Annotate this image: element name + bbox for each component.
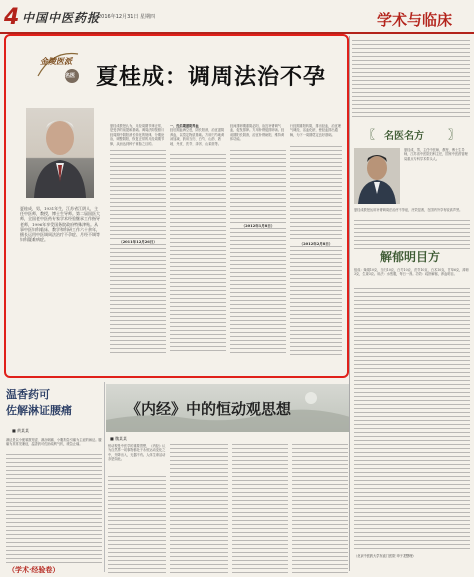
body-text-lines xyxy=(170,444,228,574)
byline: ■ 黄某某 xyxy=(12,428,30,433)
right-text-column xyxy=(352,40,470,120)
recipe-text: 组成：柴胡10克，当归10克，白芍10克，茯苓10克，白术10克，甘草6克，薄荷3克，生姜3克。用法：水煎服，每日一剂。功效：疏肝解郁，养血明目。 xyxy=(354,268,469,277)
subhead: （2012年1月8日） xyxy=(241,224,275,228)
body-text-lines xyxy=(354,220,470,250)
body-text: 行经期重阳转阴，排出经血，治宜理气调经，活血化瘀，使经血排出通畅，为下一周期奠定良好基础。 xyxy=(290,124,341,137)
body-text: 经后期血海空虚，阴长阳消，治宜滋阴养血，以奠定物质基础。方用归芍地黄汤加减，药用当归、白芍、山药、熟地、丹皮、茯苓、泽泻、山茱萸等。 xyxy=(170,128,225,146)
section-title: 学术与临床 xyxy=(377,11,453,29)
body-text-lines xyxy=(6,454,102,564)
subhead: 一、经后期滋阴养血 xyxy=(170,124,199,128)
recipe-title: 解郁明目方 xyxy=(380,250,441,264)
body-text-lines xyxy=(354,288,470,550)
title-line: 佐解淋证腰痛 xyxy=(6,404,72,417)
subhead: （2011年12月26日） xyxy=(119,240,157,244)
lower-center-article xyxy=(106,382,350,577)
body-text-lines xyxy=(232,444,288,574)
masthead xyxy=(0,0,474,34)
sidebar-credit: （北京中医药大学东直门医院 申子龙整理） xyxy=(354,554,416,558)
body-text-lines xyxy=(292,444,348,574)
sidebar-intro: 夏桂成，男，主任中医师，教授，博士生导师，江苏省中医院妇科主任，国家中医药管理局重点专科学术带头人。 xyxy=(404,148,468,161)
series-badge: 金陵医派 xyxy=(40,56,72,66)
body-text: 淋证是以小便频数短涩、淋沥刺痛、小腹拘急引痛为主症的病证。腰痛为其常见兼症，温香药可佐助疏利气机，缓急止痛。 xyxy=(6,438,102,447)
sidebar-body: 夏桂成教授运用补肾调周法治疗不孕症，疗效显著，在国内外享有较高声誉。 xyxy=(354,208,463,212)
ornament-bracket-icon: 〗 xyxy=(448,128,459,141)
title-line: 温香药可 xyxy=(6,388,50,401)
byline: ■ 魏某某 xyxy=(110,436,128,441)
lower-left-article xyxy=(4,382,102,577)
body-text: 经间排卵期重阴必阳，治宜补肾调气血，促发排卵。方用补肾促排卵汤。经前期阳长阴消，治宜补肾助阳，维持黄体功能。 xyxy=(230,124,285,142)
doctor-photo xyxy=(354,148,400,204)
highlight-frame xyxy=(4,34,349,378)
bio-text: 夏桂成，男，1931年生，江苏省江阴人，主任中医师，教授，博士生导师。第二届国医大师，全国老中医药专家学术经验继承工作指导老师，1996年享受国务院政府特殊津贴。从事中医妇科临床、教学和科研工作六十余年，擅长运用中医调周法治疗不孕症、月经不调等妇科疑难病症。 xyxy=(20,206,100,243)
article-title xyxy=(6,386,102,418)
column-rule xyxy=(349,36,350,571)
date-line: 2016年12月31日 星期四 xyxy=(98,14,156,20)
body-text-lines xyxy=(352,40,470,120)
body-text: 夏桂成教授认为，月经周期节律正常，是受孕的前提和基础。调周法即按照月经周期中阴阳消长转化的规律，分期论治，调整阴阳，恢复正常的月经周期节律，从而达到种子育胎之目的。 xyxy=(110,124,165,146)
sidebar-title xyxy=(364,126,460,140)
footer-tag: （学术·经验卷） xyxy=(8,565,60,574)
headline: 夏桂成：调周法治不孕 xyxy=(96,64,327,90)
ornament-bracket-icon: 〖 xyxy=(364,128,375,141)
badge-sub: 名医 xyxy=(65,73,76,79)
sidebar-title-text: 名医名方 xyxy=(384,131,424,142)
body-text-lines xyxy=(108,476,166,574)
article-banner xyxy=(106,384,350,432)
paper-name: 中国中医药报 xyxy=(22,11,101,25)
article-headline: 《内经》中的恒动观思想 xyxy=(126,400,292,418)
body-text: 恒动观是中医学的重要思想，《内经》认为自然界一切事物都处于永恒运动变化之中，升降出入，无器不有。人体生命活动亦是如此。 xyxy=(108,444,166,462)
sidebar xyxy=(350,126,472,566)
subhead: （2012年2月8日） xyxy=(299,242,333,246)
column-rule xyxy=(104,382,105,572)
page-number: 4 xyxy=(4,5,20,30)
